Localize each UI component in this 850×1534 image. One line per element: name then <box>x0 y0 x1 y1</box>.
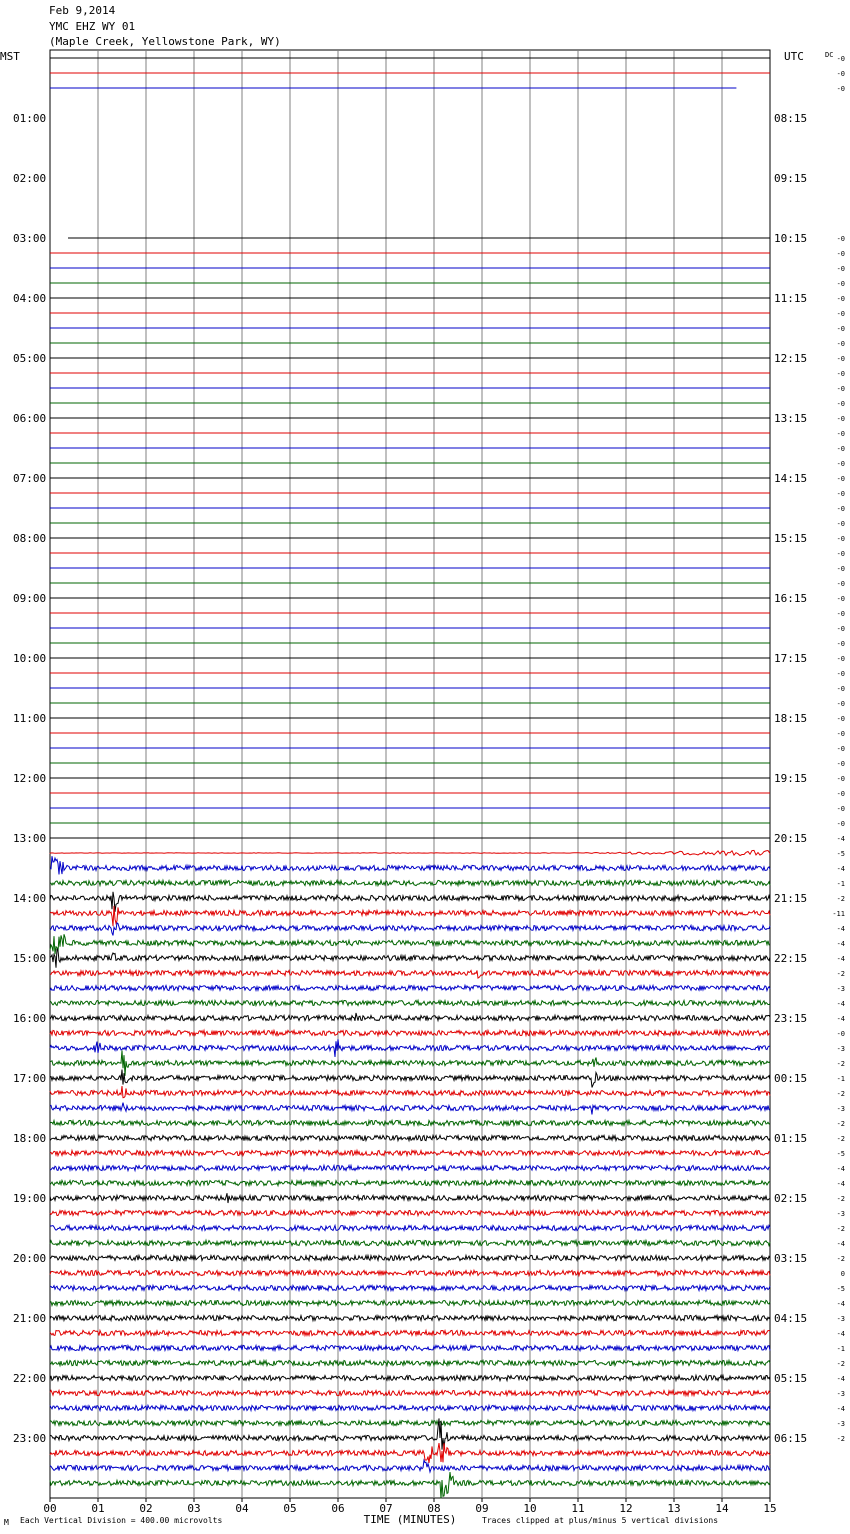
dc-offset-label: -0 <box>836 55 845 63</box>
dc-offset-label: -11 <box>832 910 845 918</box>
dc-offset-label: -4 <box>836 940 845 948</box>
right-axis-title: UTC <box>784 50 804 63</box>
dc-offset-label: -5 <box>836 1285 845 1293</box>
dc-offset-label: -0 <box>836 505 845 513</box>
trace-line <box>50 1345 770 1350</box>
right-hour-label: 14:15 <box>774 472 808 485</box>
dc-offset-label: -0 <box>836 445 845 453</box>
dc-offset-label: -0 <box>836 415 845 423</box>
left-hour-label: 21:00 <box>13 1312 47 1325</box>
trace-line <box>50 1135 770 1140</box>
x-tick-label: 11 <box>571 1502 585 1515</box>
trace-line <box>50 923 770 936</box>
right-hour-label: 13:15 <box>774 412 808 425</box>
dc-offset-label: -0 <box>836 490 845 498</box>
dc-offset-label: -2 <box>836 1120 845 1128</box>
dc-offset-label: -0 <box>836 475 845 483</box>
x-tick-label: 04 <box>235 1502 249 1515</box>
dc-offset-label: -0 <box>836 355 845 363</box>
dc-offset-label: -0 <box>836 265 845 273</box>
dc-offset-label: -0 <box>836 400 845 408</box>
plot-date: Feb 9,2014 <box>49 4 116 17</box>
dc-offset-label: -4 <box>836 1165 845 1173</box>
dc-offset-label: -0 <box>836 820 845 828</box>
left-axis-title: MST <box>0 50 20 63</box>
dc-offset-label: -2 <box>836 1135 845 1143</box>
x-tick-label: 02 <box>139 1502 153 1515</box>
dc-offset-label: -4 <box>836 1015 845 1023</box>
dc-offset-label: -2 <box>836 1225 845 1233</box>
dc-label: DC <box>825 51 834 59</box>
dc-offset-label: -0 <box>836 715 845 723</box>
dc-offset-label: -4 <box>836 955 845 963</box>
station-location: (Maple Creek, Yellowstone Park, WY) <box>49 35 281 48</box>
trace-line <box>50 1443 770 1463</box>
dc-offset-label: -4 <box>836 925 845 933</box>
trace-line <box>50 1210 770 1215</box>
dc-offset-label: -2 <box>836 1090 845 1098</box>
trace-line <box>50 1240 770 1245</box>
x-tick-label: 13 <box>667 1502 681 1515</box>
trace-line <box>50 892 770 912</box>
dc-offset-label: -0 <box>836 655 845 663</box>
dc-offset-label: -4 <box>836 835 845 843</box>
trace-line <box>50 1039 770 1057</box>
dc-offset-label: -4 <box>836 1330 845 1338</box>
right-hour-label: 18:15 <box>774 712 808 725</box>
dc-offset-label: -0 <box>836 85 845 93</box>
dc-offset-label: -2 <box>836 895 845 903</box>
dc-offset-label: -3 <box>836 1105 845 1113</box>
x-tick-label: 15 <box>763 1502 777 1515</box>
left-hour-label: 13:00 <box>13 832 47 845</box>
right-hour-label: 01:15 <box>774 1132 808 1145</box>
right-hour-label: 23:15 <box>774 1012 808 1025</box>
left-hour-label: 18:00 <box>13 1132 47 1145</box>
dc-offset-label: -0 <box>836 760 845 768</box>
right-hour-label: 00:15 <box>774 1072 808 1085</box>
dc-offset-label: -0 <box>836 460 845 468</box>
dc-offset-label: -0 <box>836 790 845 798</box>
x-tick-label: 14 <box>715 1502 729 1515</box>
x-tick-label: 09 <box>475 1502 489 1515</box>
left-hour-label: 01:00 <box>13 112 47 125</box>
left-hour-label: 12:00 <box>13 772 47 785</box>
dc-offset-label: -2 <box>836 970 845 978</box>
dc-offset-label: -0 <box>836 1030 845 1038</box>
dc-offset-label: -0 <box>836 280 845 288</box>
trace-line <box>50 1460 770 1472</box>
trace-line <box>50 1390 770 1395</box>
corner-mark: M <box>4 1518 9 1527</box>
right-hour-label: 20:15 <box>774 832 808 845</box>
dc-offset-label: -0 <box>836 550 845 558</box>
x-tick-label: 12 <box>619 1502 633 1515</box>
trace-line <box>50 1375 770 1380</box>
dc-offset-label: -0 <box>836 565 845 573</box>
dc-offset-label: -3 <box>836 985 845 993</box>
dc-offset-label: -0 <box>836 595 845 603</box>
left-hour-label: 22:00 <box>13 1372 47 1385</box>
dc-offset-label: -0 <box>836 685 845 693</box>
dc-offset-label: -0 <box>836 340 845 348</box>
x-tick-label: 06 <box>331 1502 345 1515</box>
right-hour-label: 08:15 <box>774 112 808 125</box>
left-hour-label: 02:00 <box>13 172 47 185</box>
dc-offset-label: -0 <box>836 625 845 633</box>
dc-offset-label: -0 <box>836 70 845 78</box>
trace-line <box>50 1270 770 1275</box>
dc-offset-label: -0 <box>836 535 845 543</box>
dc-offset-label: -0 <box>836 325 845 333</box>
dc-offset-label: 0 <box>840 1270 845 1278</box>
trace-line <box>50 1013 770 1021</box>
trace-line <box>50 1360 770 1365</box>
trace-line <box>50 1150 770 1155</box>
x-tick-label: 01 <box>91 1502 105 1515</box>
station-code: YMC EHZ WY 01 <box>49 20 136 33</box>
trace-line <box>50 934 770 954</box>
dc-offset-label: -5 <box>836 1150 845 1158</box>
trace-line <box>50 1030 770 1035</box>
trace-line <box>50 1103 770 1115</box>
left-hour-label: 23:00 <box>13 1432 47 1445</box>
dc-offset-label: -1 <box>836 1345 845 1353</box>
left-hour-label: 09:00 <box>13 592 47 605</box>
right-hour-label: 16:15 <box>774 592 808 605</box>
dc-offset-label: -4 <box>836 1300 845 1308</box>
trace-line <box>50 1472 770 1498</box>
dc-offset-label: -4 <box>836 1180 845 1188</box>
left-hour-label: 07:00 <box>13 472 47 485</box>
trace-line <box>50 1420 770 1425</box>
labels <box>0 50 845 1526</box>
dc-offset-label: -4 <box>836 1375 845 1383</box>
plot-frame <box>50 50 770 1498</box>
right-hour-label: 03:15 <box>774 1252 808 1265</box>
left-hour-label: 19:00 <box>13 1192 47 1205</box>
dc-offset-label: -0 <box>836 730 845 738</box>
dc-offset-label: -3 <box>836 1315 845 1323</box>
left-hour-label: 16:00 <box>13 1012 47 1025</box>
trace-line <box>50 856 770 874</box>
trace-line <box>50 1000 770 1005</box>
right-hour-label: 10:15 <box>774 232 808 245</box>
dc-offset-label: -0 <box>836 295 845 303</box>
trace-line <box>50 1165 770 1170</box>
dc-offset-label: -0 <box>836 310 845 318</box>
dc-offset-label: -3 <box>836 1420 845 1428</box>
trace-line <box>50 970 770 978</box>
trace-line <box>50 1285 770 1290</box>
dc-offset-label: -4 <box>836 1405 845 1413</box>
dc-offset-label: -2 <box>836 1255 845 1263</box>
dc-offset-label: -2 <box>836 1435 845 1443</box>
left-hour-label: 20:00 <box>13 1252 47 1265</box>
trace-line <box>50 1070 770 1088</box>
trace-line <box>50 1300 770 1305</box>
dc-offset-label: -0 <box>836 670 845 678</box>
right-hour-label: 04:15 <box>774 1312 808 1325</box>
dc-offset-label: -1 <box>836 880 845 888</box>
dc-offset-label: -0 <box>836 250 845 258</box>
dc-offset-label: -0 <box>836 610 845 618</box>
trace-line <box>50 1180 770 1185</box>
trace-line <box>50 1225 770 1230</box>
right-hour-label: 15:15 <box>774 532 808 545</box>
trace-line <box>50 1050 770 1075</box>
x-tick-label: 05 <box>283 1502 297 1515</box>
x-tick-label: 08 <box>427 1502 441 1515</box>
right-hour-label: 22:15 <box>774 952 808 965</box>
dc-offset-label: -0 <box>836 775 845 783</box>
dc-offset-label: -2 <box>836 1195 845 1203</box>
dc-offset-label: -2 <box>836 1360 845 1368</box>
dc-offset-label: -4 <box>836 865 845 873</box>
left-hour-label: 11:00 <box>13 712 47 725</box>
left-hour-label: 10:00 <box>13 652 47 665</box>
right-hour-label: 05:15 <box>774 1372 808 1385</box>
left-hour-label: 05:00 <box>13 352 47 365</box>
trace-line <box>50 1330 770 1335</box>
trace-line <box>50 1315 770 1320</box>
dc-offset-label: -0 <box>836 520 845 528</box>
dc-offset-label: -0 <box>836 385 845 393</box>
trace-line <box>50 906 770 926</box>
x-tick-label: 10 <box>523 1502 537 1515</box>
dc-offset-label: -0 <box>836 700 845 708</box>
dc-offset-label: -4 <box>836 1240 845 1248</box>
trace-line <box>50 1120 770 1125</box>
right-hour-label: 09:15 <box>774 172 808 185</box>
dc-offset-label: -0 <box>836 745 845 753</box>
trace-line <box>50 1193 770 1203</box>
dc-offset-label: -2 <box>836 1060 845 1068</box>
right-hour-label: 02:15 <box>774 1192 808 1205</box>
trace-line <box>50 1086 770 1098</box>
dc-offset-label: -5 <box>836 850 845 858</box>
dc-offset-label: -0 <box>836 430 845 438</box>
dc-offset-label: -0 <box>836 235 845 243</box>
grid <box>50 50 770 1498</box>
dc-offset-label: -3 <box>836 1210 845 1218</box>
right-hour-label: 17:15 <box>774 652 808 665</box>
left-hour-label: 03:00 <box>13 232 47 245</box>
trace-line <box>50 880 770 885</box>
dc-offset-label: -0 <box>836 640 845 648</box>
x-axis-title: TIME (MINUTES) <box>363 1513 457 1526</box>
right-hour-label: 12:15 <box>774 352 808 365</box>
right-hour-label: 11:15 <box>774 292 808 305</box>
left-hour-label: 15:00 <box>13 952 47 965</box>
dc-offset-label: -0 <box>836 370 845 378</box>
dc-offset-label: -3 <box>836 1390 845 1398</box>
trace-line <box>50 949 770 968</box>
trace-line <box>50 1405 770 1410</box>
right-hour-label: 06:15 <box>774 1432 808 1445</box>
trace-line <box>50 985 770 990</box>
left-hour-label: 06:00 <box>13 412 47 425</box>
dc-offset-label: -0 <box>836 805 845 813</box>
dc-offset-label: -0 <box>836 580 845 588</box>
dc-offset-label: -4 <box>836 1000 845 1008</box>
trace-line <box>50 850 770 855</box>
traces <box>50 58 770 1498</box>
clip-note: Traces clipped at plus/minus 5 vertical divisions <box>482 1516 719 1525</box>
x-tick-label: 07 <box>379 1502 393 1515</box>
right-hour-label: 19:15 <box>774 772 808 785</box>
right-hour-label: 21:15 <box>774 892 808 905</box>
left-hour-label: 08:00 <box>13 532 47 545</box>
left-hour-label: 14:00 <box>13 892 47 905</box>
x-tick-label: 00 <box>43 1502 57 1515</box>
dc-offset-label: -1 <box>836 1075 845 1083</box>
trace-line <box>50 1255 770 1260</box>
left-hour-label: 17:00 <box>13 1072 47 1085</box>
dc-offset-label: -3 <box>836 1045 845 1053</box>
left-hour-label: 04:00 <box>13 292 47 305</box>
x-tick-label: 03 <box>187 1502 201 1515</box>
vertical-division-note: Each Vertical Division = 400.00 microvolts <box>20 1516 223 1525</box>
